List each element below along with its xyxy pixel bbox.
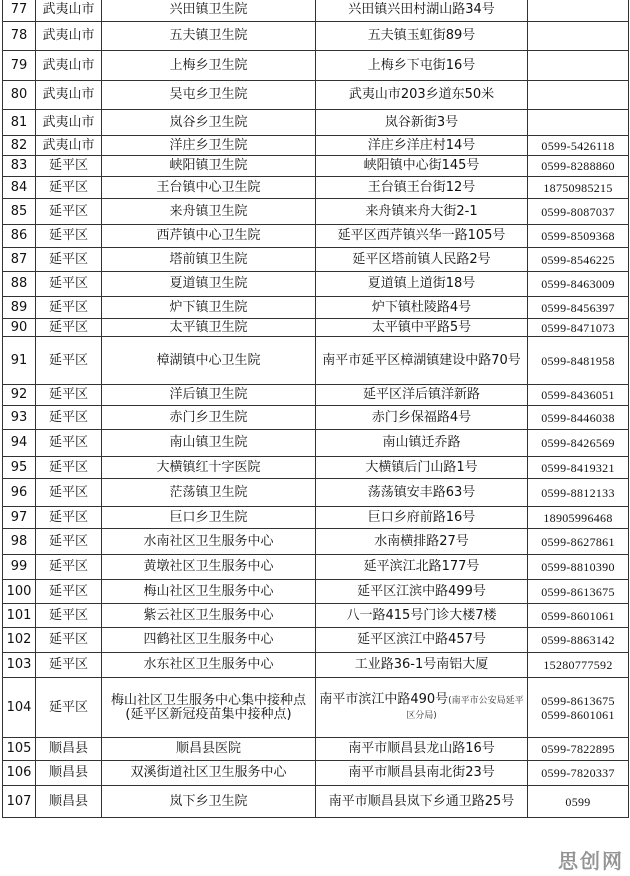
row-number-cell: 104 — [3, 678, 36, 738]
row-number-cell: 78 — [3, 22, 36, 51]
district-cell: 延平区 — [36, 337, 102, 385]
clinic-name-cell: 巨口乡卫生院 — [102, 507, 316, 529]
phone-cell: 0599-8436051 — [528, 385, 629, 406]
table-row — [3, 555, 629, 580]
address-text: 巨口乡府前路16号 — [367, 509, 476, 525]
clinic-name-cell: 紫云社区卫生服务中心 — [102, 604, 316, 628]
table-row — [3, 156, 629, 177]
address-text: 岚谷新街3号 — [384, 114, 459, 130]
phone-cell: 0599-8087037 — [528, 199, 629, 225]
address-text: 大横镇后门山路1号 — [365, 459, 478, 475]
address-text: 南平市延平区樟湖镇建设中路70号 — [322, 352, 521, 368]
district-cell: 延平区 — [36, 177, 102, 199]
address-text: 峡阳镇中心街145号 — [363, 158, 480, 173]
district-cell: 延平区 — [36, 430, 102, 457]
address-text: 五夫镇玉虹街89号 — [367, 28, 476, 43]
address-text: 荡荡镇安丰路63号 — [367, 484, 476, 500]
address-text: 南平市滨江中路490号 — [319, 691, 449, 707]
address-cell — [316, 507, 528, 529]
district-cell: 武夷山市 — [36, 81, 102, 110]
phone-cell: 0599-8613675 — [528, 580, 629, 604]
address-cell — [316, 738, 528, 761]
clinic-name-cell: 西芹镇中心卫生院 — [102, 225, 316, 248]
clinic-name-cell: 水南社区卫生服务中心 — [102, 529, 316, 555]
row-number-cell: 94 — [3, 430, 36, 457]
row-number-cell: 90 — [3, 319, 36, 337]
row-number-cell: 84 — [3, 177, 36, 199]
row-number-cell: 77 — [3, 0, 36, 22]
table-row — [3, 272, 629, 297]
clinic-name-cell: 黄墩社区卫生服务中心 — [102, 555, 316, 580]
phone-cell — [528, 0, 629, 22]
address-text: 南平市顺昌县南北街23号 — [348, 765, 495, 780]
phone-cell: 0599-8456397 — [528, 297, 629, 319]
row-number-cell: 97 — [3, 507, 36, 529]
row-number-cell: 89 — [3, 297, 36, 319]
phone-cell: 0599-8601061 — [528, 604, 629, 628]
phone-cell: 0599-8446038 — [528, 406, 629, 430]
row-number-cell: 103 — [3, 653, 36, 678]
district-cell: 武夷山市 — [36, 136, 102, 156]
address-text: 夏道镇上道街18号 — [367, 276, 476, 291]
address-text: 延平区江滨中路499号 — [357, 583, 486, 599]
address-cell — [316, 604, 528, 628]
address-cell — [316, 337, 528, 385]
phone-cell — [528, 110, 629, 136]
district-cell: 顺昌县 — [36, 786, 102, 818]
phone-cell: 0599-8546225 — [528, 248, 629, 272]
clinic-name-cell: 梅山社区卫生服务中心集中接种点(延平区新冠疫苗集中接种点) — [102, 678, 316, 738]
table-row — [3, 604, 629, 628]
clinic-name-cell: 茫荡镇卫生院 — [102, 479, 316, 507]
address-cell — [316, 297, 528, 319]
row-number-cell: 107 — [3, 786, 36, 818]
address-cell — [316, 51, 528, 81]
clinic-name-cell: 吴屯乡卫生院 — [102, 81, 316, 110]
district-cell: 延平区 — [36, 319, 102, 337]
district-cell: 延平区 — [36, 555, 102, 580]
row-number-cell: 93 — [3, 406, 36, 430]
table-row — [3, 457, 629, 479]
table-row — [3, 738, 629, 761]
address-cell — [316, 786, 528, 818]
address-text: 南平市顺昌县岚下乡通卫路25号 — [328, 793, 515, 809]
table-row — [3, 479, 629, 507]
district-cell: 顺昌县 — [36, 761, 102, 786]
table-row — [3, 385, 629, 406]
address-text: 洋庄乡洋庄村14号 — [367, 137, 476, 153]
table-row — [3, 678, 629, 738]
address-cell — [316, 479, 528, 507]
phone-cell: 0599-8288860 — [528, 156, 629, 177]
row-number-cell: 81 — [3, 110, 36, 136]
clinic-name-cell: 大横镇红十字医院 — [102, 457, 316, 479]
row-number-cell: 87 — [3, 248, 36, 272]
address-text: 武夷山市203乡道东50米 — [348, 87, 495, 102]
address-note: (南平市公安局延平区分局) — [406, 695, 524, 721]
phone-cell — [528, 81, 629, 110]
clinic-name-cell: 四鹤社区卫生服务中心 — [102, 628, 316, 653]
district-cell: 延平区 — [36, 457, 102, 479]
table-row — [3, 628, 629, 653]
district-cell: 延平区 — [36, 479, 102, 507]
row-number-cell: 99 — [3, 555, 36, 580]
phone-cell — [528, 22, 629, 51]
address-cell — [316, 177, 528, 199]
table-row — [3, 319, 629, 337]
table-row — [3, 761, 629, 786]
clinic-name-cell: 樟湖镇中心卫生院 — [102, 337, 316, 385]
address-cell — [316, 653, 528, 678]
row-number-cell: 95 — [3, 457, 36, 479]
table-row — [3, 199, 629, 225]
clinic-name-cell: 梅山社区卫生服务中心 — [102, 580, 316, 604]
district-cell: 延平区 — [36, 628, 102, 653]
site-watermark: 思创网 — [558, 849, 624, 873]
district-cell: 延平区 — [36, 156, 102, 177]
district-cell: 延平区 — [36, 653, 102, 678]
phone-cell: 18750985215 — [528, 177, 629, 199]
address-text: 兴田镇兴田村湖山路34号 — [348, 1, 495, 17]
table-row — [3, 406, 629, 430]
district-cell: 延平区 — [36, 580, 102, 604]
district-cell: 延平区 — [36, 507, 102, 529]
clinic-name-cell: 塔前镇卫生院 — [102, 248, 316, 272]
address-cell — [316, 761, 528, 786]
row-number-cell: 91 — [3, 337, 36, 385]
address-cell — [316, 580, 528, 604]
row-number-cell: 83 — [3, 156, 36, 177]
row-number-cell: 105 — [3, 738, 36, 761]
table-row — [3, 507, 629, 529]
table-row — [3, 51, 629, 81]
row-number-cell: 86 — [3, 225, 36, 248]
row-number-cell: 79 — [3, 51, 36, 81]
address-text: 水南横排路27号 — [374, 533, 469, 549]
table-row — [3, 653, 629, 678]
table-row — [3, 81, 629, 110]
district-cell: 武夷山市 — [36, 110, 102, 136]
phone-cell: 0599-8426569 — [528, 430, 629, 457]
district-cell: 延平区 — [36, 225, 102, 248]
row-number-cell: 106 — [3, 761, 36, 786]
phone-cell: 0599-8471073 — [528, 319, 629, 337]
district-cell: 延平区 — [36, 297, 102, 319]
table-row — [3, 786, 629, 818]
table-row — [3, 0, 629, 22]
address-text: 延平区西芹镇兴华一路105号 — [337, 228, 506, 243]
row-number-cell: 92 — [3, 385, 36, 406]
address-cell — [316, 156, 528, 177]
row-number-cell: 101 — [3, 604, 36, 628]
row-number-cell: 102 — [3, 628, 36, 653]
district-cell: 延平区 — [36, 678, 102, 738]
address-text: 延平区洋后镇洋新路 — [362, 387, 480, 402]
table-row — [3, 297, 629, 319]
clinic-name-cell: 五夫镇卫生院 — [102, 22, 316, 51]
phone-cell: 0599-8509368 — [528, 225, 629, 248]
address-text: 王台镇王台街12号 — [367, 179, 476, 195]
address-text: 延平区滨江中路457号 — [357, 632, 486, 647]
row-number-cell: 82 — [3, 136, 36, 156]
row-number-cell: 96 — [3, 479, 36, 507]
phone-cell: 15280777592 — [528, 653, 629, 678]
clinic-name-cell: 上梅乡卫生院 — [102, 51, 316, 81]
address-text: 工业路36-1号南铝大厦 — [354, 657, 489, 672]
clinic-name-cell: 水东社区卫生服务中心 — [102, 653, 316, 678]
address-cell — [316, 457, 528, 479]
clinic-name-cell: 南山镇卫生院 — [102, 430, 316, 457]
district-cell: 顺昌县 — [36, 738, 102, 761]
table-row — [3, 430, 629, 457]
district-cell: 延平区 — [36, 248, 102, 272]
address-text: 太平镇中平路5号 — [371, 319, 472, 335]
district-cell: 武夷山市 — [36, 22, 102, 51]
address-cell — [316, 0, 528, 22]
phone-cell: 18905996468 — [528, 507, 629, 529]
table-row — [3, 225, 629, 248]
phone-cell: 0599-8627861 — [528, 529, 629, 555]
phone-cell: 0599 — [528, 786, 629, 818]
phone-cell: 0599-8463009 — [528, 272, 629, 297]
table-row — [3, 110, 629, 136]
table-row — [3, 22, 629, 51]
district-cell: 武夷山市 — [36, 51, 102, 81]
address-cell — [316, 529, 528, 555]
district-cell: 延平区 — [36, 406, 102, 430]
row-number-cell: 80 — [3, 81, 36, 110]
clinic-name-cell: 兴田镇卫生院 — [102, 0, 316, 22]
table-row — [3, 177, 629, 199]
phone-cell: 0599-7820337 — [528, 761, 629, 786]
district-cell: 延平区 — [36, 604, 102, 628]
address-cell — [316, 199, 528, 225]
table-row — [3, 136, 629, 156]
table-body — [3, 0, 629, 818]
clinic-name-cell: 顺昌县医院 — [102, 738, 316, 761]
address-cell — [316, 430, 528, 457]
row-number-cell: 98 — [3, 529, 36, 555]
row-number-cell: 100 — [3, 580, 36, 604]
district-cell: 延平区 — [36, 529, 102, 555]
address-text: 南平市顺昌县龙山路16号 — [348, 741, 495, 756]
clinic-name-cell: 王台镇中心卫生院 — [102, 177, 316, 199]
address-text: 来舟镇来舟大街2-1 — [365, 203, 478, 219]
row-number-cell: 88 — [3, 272, 36, 297]
phone-cell: 0599-8810390 — [528, 555, 629, 580]
phone-cell: 0599-8863142 — [528, 628, 629, 653]
clinic-name-cell: 夏道镇卫生院 — [102, 272, 316, 297]
clinic-name-cell: 洋后镇卫生院 — [102, 385, 316, 406]
clinic-name-cell: 赤门乡卫生院 — [102, 406, 316, 430]
district-cell: 延平区 — [36, 385, 102, 406]
district-cell: 延平区 — [36, 272, 102, 297]
table-row — [3, 248, 629, 272]
phone-cell — [528, 51, 629, 81]
phone-cell: 0599-7822895 — [528, 738, 629, 761]
address-cell — [316, 81, 528, 110]
address-cell — [316, 272, 528, 297]
district-cell: 延平区 — [36, 199, 102, 225]
address-text: 延平滨江北路177号 — [363, 559, 480, 574]
address-cell — [316, 678, 528, 738]
clinic-name-cell: 岚谷乡卫生院 — [102, 110, 316, 136]
address-text: 上梅乡下屯街16号 — [367, 57, 476, 73]
table-row — [3, 529, 629, 555]
district-cell: 武夷山市 — [36, 0, 102, 22]
table-row — [3, 580, 629, 604]
address-cell — [316, 248, 528, 272]
address-cell — [316, 385, 528, 406]
clinic-name-cell: 来舟镇卫生院 — [102, 199, 316, 225]
clinic-name-cell: 太平镇卫生院 — [102, 319, 316, 337]
address-cell — [316, 406, 528, 430]
clinic-name-cell: 峡阳镇卫生院 — [102, 156, 316, 177]
address-cell — [316, 22, 528, 51]
address-text: 赤门乡保福路4号 — [371, 409, 472, 425]
address-cell — [316, 136, 528, 156]
phone-cell: 0599-8812133 — [528, 479, 629, 507]
address-cell — [316, 225, 528, 248]
table-row — [3, 337, 629, 385]
phone-cell: 0599-8481958 — [528, 337, 629, 385]
clinic-name-cell: 双溪街道社区卫生服务中心 — [102, 761, 316, 786]
address-text: 八一路415号门诊大楼7楼 — [346, 607, 497, 623]
row-number-cell: 85 — [3, 199, 36, 225]
phone-cell: 0599-5426118 — [528, 136, 629, 156]
address-text: 南山镇迁乔路 — [382, 435, 461, 450]
clinic-name-cell: 炉下镇卫生院 — [102, 297, 316, 319]
address-cell — [316, 319, 528, 337]
phone-cell: 0599-8613675 0599-8601061 — [528, 678, 629, 738]
address-text: 延平区塔前镇人民路2号 — [352, 251, 491, 267]
phone-cell: 0599-8419321 — [528, 457, 629, 479]
address-cell — [316, 628, 528, 653]
address-text: 炉下镇杜陵路4号 — [371, 299, 472, 315]
clinic-name-cell: 洋庄乡卫生院 — [102, 136, 316, 156]
vaccination-site-table — [2, 0, 629, 818]
address-cell — [316, 110, 528, 136]
address-cell — [316, 555, 528, 580]
clinic-name-cell: 岚下乡卫生院 — [102, 786, 316, 818]
